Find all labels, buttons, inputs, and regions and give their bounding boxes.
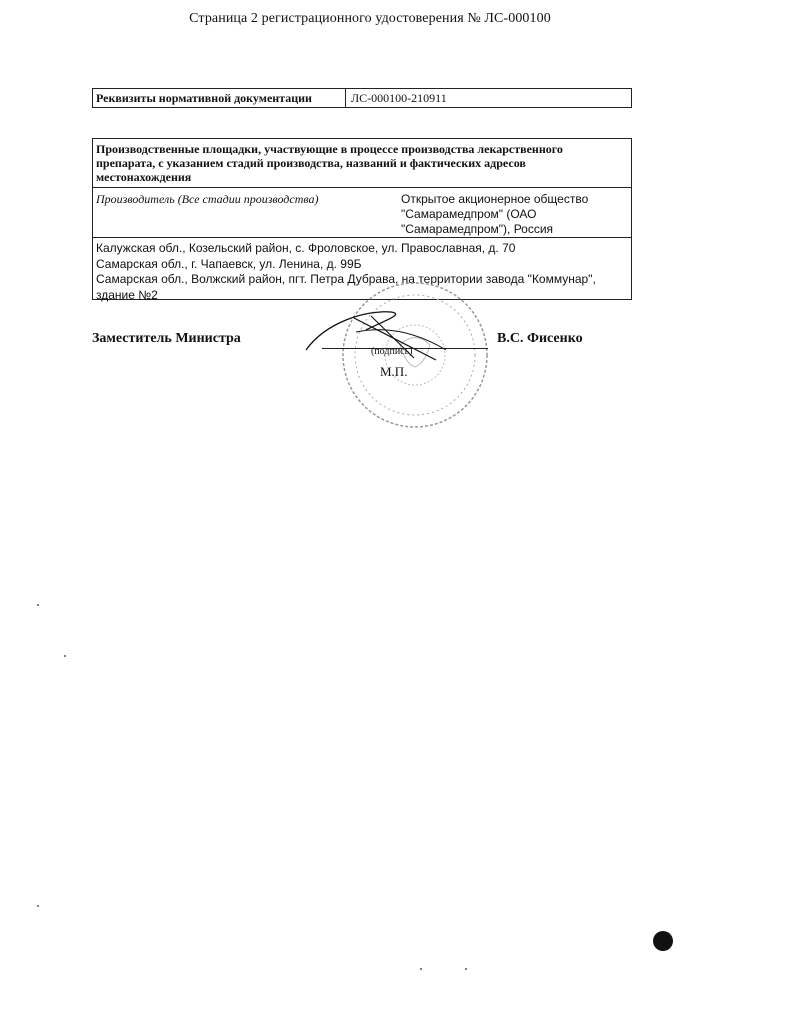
scan-speck: [465, 968, 467, 970]
stamp-place-label: М.П.: [380, 364, 408, 379]
scan-speck: [37, 905, 39, 907]
signer-name: В.С. Фисенко: [497, 331, 583, 346]
signer-position: Заместитель Министра: [92, 331, 241, 346]
scan-mark-dot: [653, 931, 673, 951]
producer-organization: [401, 192, 601, 237]
site-address: Самарская обл., г. Чапаевск, ул. Ленина, д. 99Б: [96, 256, 362, 271]
producer-role: Производитель (Все стадии производства): [96, 192, 319, 206]
table-divider: [93, 187, 631, 188]
scan-speck: [64, 655, 66, 657]
scan-speck: [420, 968, 422, 970]
handwritten-signature: [296, 302, 486, 372]
table-divider: [93, 237, 631, 238]
page-header-title: Страница 2 регистрационного удостоверения № ЛС-000100: [189, 11, 551, 26]
production-sites-heading: Производственные площадки, участвующие в процессе производства лекарственного препарата, с указанием стадий производства, названий и фактических адресов местонахождения: [96, 142, 563, 184]
table-divider: [345, 89, 346, 107]
requisites-value: ЛС-000100-210911: [351, 91, 447, 105]
producer-org-line: "Самарамедпром" (ОАО: [401, 207, 537, 221]
requisites-table: [92, 88, 632, 108]
requisites-label: Реквизиты нормативной документации: [96, 91, 312, 105]
signature-caption: (подпись): [371, 346, 413, 357]
producer-org-line: "Самарамедпром"), Россия: [401, 222, 554, 236]
producer-org-line: Открытое акционерное общество: [401, 192, 589, 206]
site-address: Самарская обл., Волжский район, пгт. Петра Дубрава, на территории завода "Коммунар", здание №2: [96, 272, 596, 302]
site-address: Калужская обл., Козельский район, с. Фроловское, ул. Православная, д. 70: [96, 241, 516, 255]
scan-speck: [37, 604, 39, 606]
